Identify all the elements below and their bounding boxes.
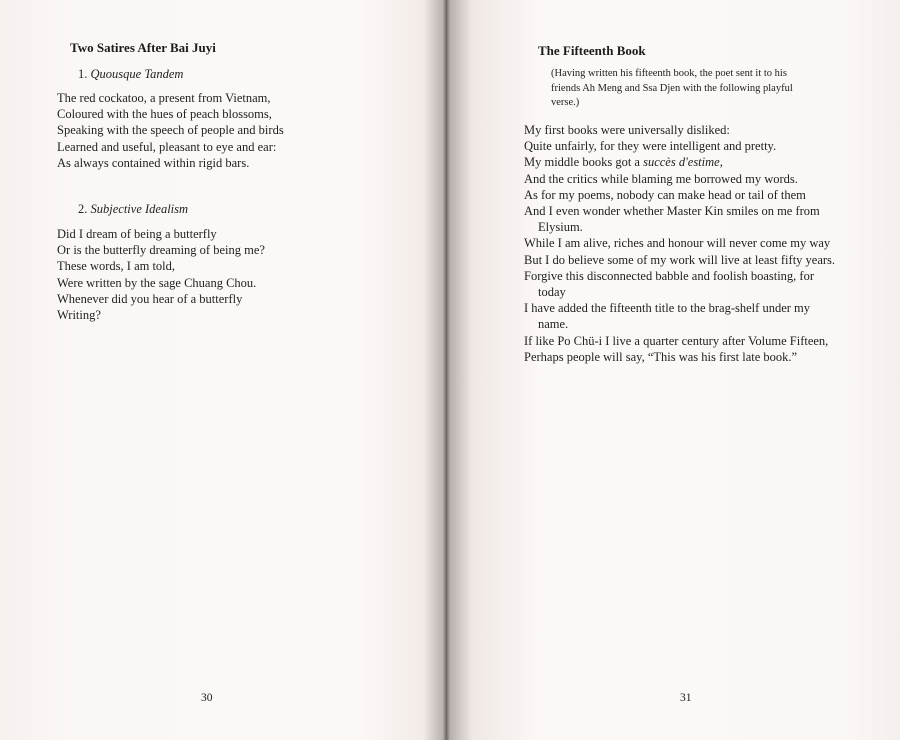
right-page: [452, 0, 900, 740]
poem2-line: Were written by the sage Chuang Chou.: [57, 275, 257, 290]
verse-line: While I am alive, riches and honour will never come my way: [524, 236, 831, 251]
verse-line: [524, 154, 835, 170]
verse-line: And I even wonder whether Master Kin smiles on me from: [524, 204, 820, 219]
verse-line-italic: succès d'estime,: [643, 155, 723, 170]
poem1-number: 1.: [78, 67, 88, 81]
poem1-line: Coloured with the hues of peach blossoms,: [57, 107, 272, 122]
page-number-left: 30: [201, 692, 213, 704]
verse-line: Perhaps people will say, “This was his first late book.”: [524, 349, 798, 364]
poem1-verse: [57, 90, 284, 171]
intro-line: verse.): [551, 97, 580, 108]
poem1-line: Learned and useful, pleasant to eye and ear:: [57, 139, 277, 154]
verse-line-continuation: Elysium.: [538, 220, 583, 235]
verse-line-text: My middle books got a: [524, 155, 644, 170]
verse-line: I have added the fifteenth title to the brag-shelf under my: [524, 301, 811, 316]
poem2-title: Subjective Idealism: [90, 202, 189, 216]
poem2-line: Whenever did you hear of a butterfly: [57, 291, 243, 306]
poem2-line: These words, I am told,: [57, 259, 176, 274]
verse-line: Quite unfairly, for they were intelligent and pretty.: [524, 139, 777, 154]
verse-line-continuation: today: [538, 285, 566, 300]
verse-line: As for my poems, nobody can make head or tail of them: [524, 187, 806, 202]
poem1-line: The red cockatoo, a present from Vietnam,: [57, 91, 271, 105]
poem2-heading: [78, 202, 188, 217]
verse-line: If like Po Chü-i I live a quarter century after Volume Fifteen,: [524, 333, 829, 348]
intro-line: (Having written his fifteenth book, the poet sent it to his: [551, 68, 787, 79]
poem1-line: Speaking with the speech of people and birds: [57, 123, 284, 138]
left-page: [0, 0, 440, 740]
right-page-title: The Fifteenth Book: [538, 43, 646, 58]
verse-line: My first books were universally disliked:: [524, 123, 730, 137]
poem1-title: Quousque Tandem: [90, 67, 184, 81]
poem2-line: Writing?: [57, 308, 101, 323]
poem2-line: Did I dream of being a butterfly: [57, 227, 217, 241]
verse-line: Forgive this disconnected babble and foolish boasting, for: [524, 268, 814, 283]
page-number-right: 31: [680, 692, 692, 704]
poem1-line: As always contained within rigid bars.: [57, 155, 250, 170]
poem2-verse: [57, 226, 265, 323]
left-page-title: Two Satires After Bai Juyi: [70, 40, 216, 55]
poem1-heading: [78, 67, 183, 82]
poem2-line: Or is the butterfly dreaming of being me?: [57, 243, 265, 258]
poem-intro: [551, 67, 793, 111]
intro-line: friends Ah Meng and Ssa Djen with the following playful: [551, 82, 793, 94]
verse-line: But I do believe some of my work will live at least fifty years.: [524, 252, 836, 267]
verse-line-continuation: name.: [538, 317, 569, 332]
poem2-number: 2.: [78, 202, 88, 216]
verse-line: And the critics while blaming me borrowed my words.: [524, 171, 798, 186]
fifteenth-book-verse: [524, 122, 835, 365]
